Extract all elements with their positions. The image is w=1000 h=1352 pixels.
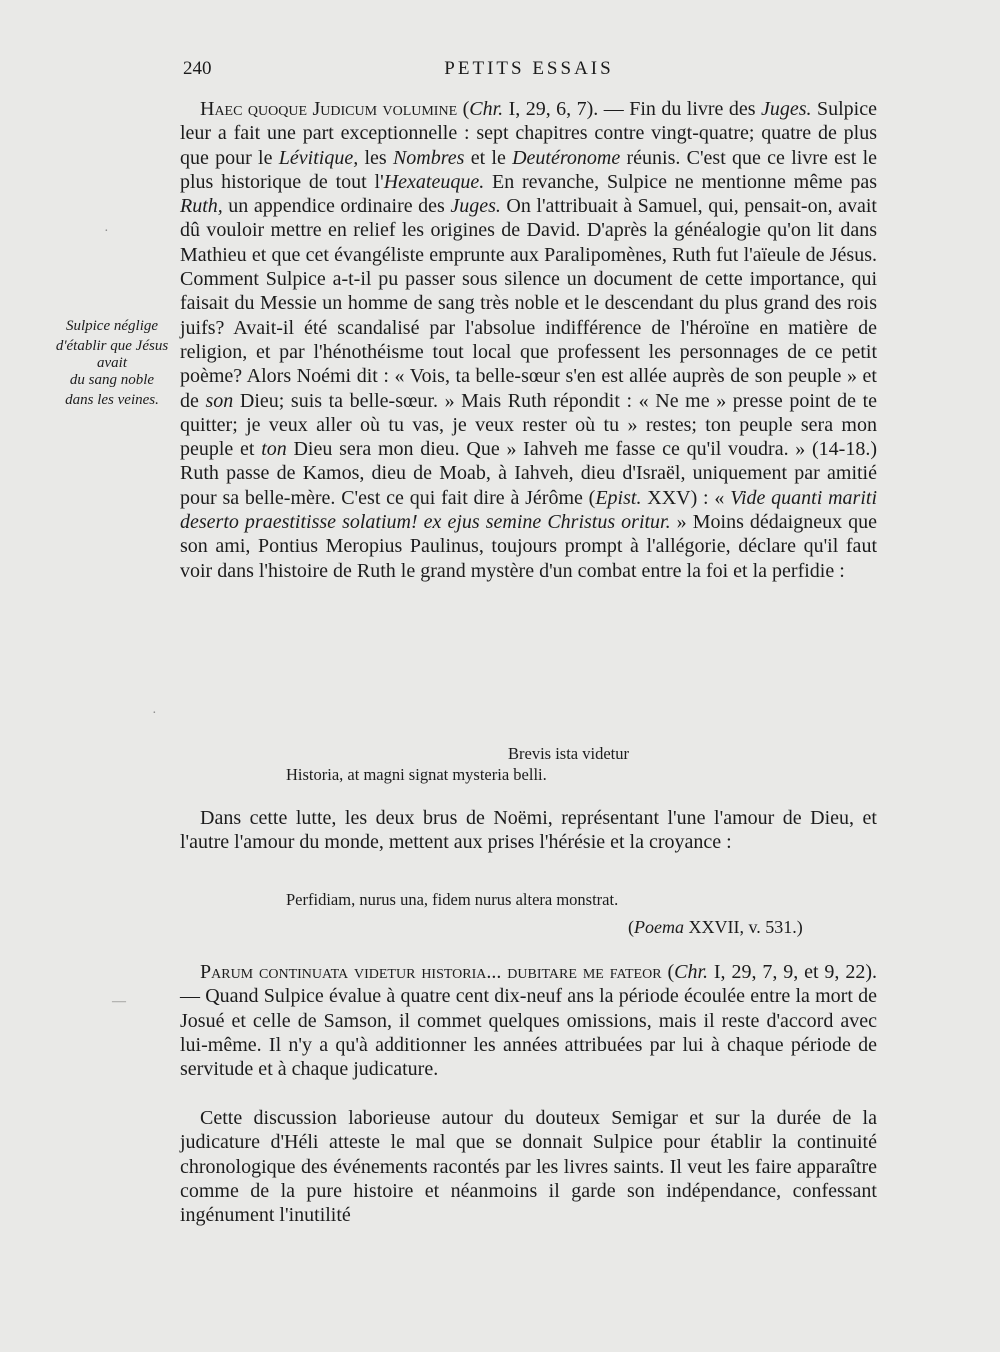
text-run: I, 29, 7, 9, et 9, 22). — Quand Sulpice évalue à quatre cent dix-neuf ans la période écoulée entre la mort de Josué et celle de Samson, il commet quelques omissions, mais il reste d'accord avec lui-même. Il n'y a qu'à additionner les années attribuées par lui à chaque période de servitude et à chaque judicature. bbox=[180, 961, 877, 1081]
margin-note-line: dans les veines. bbox=[65, 392, 159, 408]
italic-run: Lévitique, bbox=[278, 146, 359, 169]
verse-line: Brevis ista videtur bbox=[508, 744, 629, 763]
page-number: 240 bbox=[183, 58, 212, 79]
text-run: les bbox=[358, 146, 393, 169]
text-run: I, 29, 6, 7). — Fin du livre des bbox=[503, 98, 761, 120]
text-run: XXV) : « bbox=[641, 486, 731, 509]
text-run: Sulpice leur a fait une part exceptionnelle : sept chapitres contre vingt-quatre; quatre de plus que pour le bbox=[180, 98, 877, 169]
citation bbox=[628, 917, 803, 938]
paragraph-brus: Dans cette lutte, les deux brus de Noëmi, représentant l'une l'amour de Dieu, et l'autre l'amour du monde, mettent aux prises l'hérésie et la croyance : bbox=[180, 807, 877, 854]
margin-note bbox=[48, 316, 176, 410]
page-speck: · bbox=[152, 706, 157, 721]
italic-run: Chr. bbox=[674, 961, 709, 983]
text-run: ( bbox=[628, 917, 634, 937]
italic-run: ton bbox=[261, 438, 287, 461]
verse-line: Perfidiam, nurus una, fidem nurus altera monstrat. bbox=[286, 890, 619, 909]
text-run: XXVII, v. 531.) bbox=[683, 917, 803, 937]
text-run: et le bbox=[464, 146, 513, 169]
text-run: réunis. C'est que ce livre est le plus historique de tout l' bbox=[180, 146, 878, 193]
italic-run: Epist. bbox=[595, 486, 642, 509]
paragraph-ruth bbox=[180, 97, 877, 583]
italic-run: Ruth, bbox=[180, 195, 223, 218]
italic-run: Hexateuque. bbox=[383, 170, 485, 193]
italic-run: Juges. bbox=[450, 195, 501, 218]
margin-note-line: du sang noble bbox=[69, 372, 155, 388]
margin-note-line: d'établir que Jésus bbox=[55, 338, 169, 354]
page-header bbox=[183, 58, 875, 88]
running-title: PETITS ESSAIS bbox=[444, 58, 614, 79]
text-run: En revanche, Sulpice ne mentionne même pas bbox=[484, 170, 878, 193]
italic-run: Vide quanti mariti deserto praestitisse solatium! ex ejus semine Christus oritur. bbox=[180, 486, 877, 534]
paragraph-lead: Haec quoque Judicum volumine bbox=[200, 98, 458, 120]
margin-note-line: avait bbox=[97, 355, 127, 371]
margin-note-line: Sulpice néglige bbox=[65, 318, 159, 334]
italic-run: Poema bbox=[634, 917, 684, 937]
italic-run: Chr. bbox=[469, 98, 504, 120]
italic-run: Deutéronome bbox=[512, 146, 621, 169]
verse-line: Historia, at magni signat mysteria belli. bbox=[286, 765, 547, 784]
italic-run: son bbox=[205, 389, 234, 412]
page-speck: — bbox=[112, 994, 126, 1009]
text-run: On l'attribuait à Samuel, qui, pensait-on, avait dû vouloir mettre en relief les origines de David. D'après la généalogie qu'on lit dans Mathieu et que cet évangéliste emprunte aux Paralipomènes, Ruth fut l'aïeule de Jésus. Comment Sulpice a-t-il pu passer sous silence un document de cette importance, qui faisait du Messie un homme de sang très noble et le descendant du plus grand des rois juifs? Avait-il été scandalisé par l'absolue indifférence de l'héroïne en matière de religion, et par l'hénothéisme tout local que professent les personnages de ce petit poème? Alors Noémi dit : « Vois, ta belle-sœur s'en est allée auprès de son peuple » et de bbox=[180, 195, 877, 412]
paragraph-semigar: Cette discussion laborieuse autour du douteux Semigar et sur la durée de la judicature d'Héli atteste le mal que se donnait Sulpice pour établir la continuité chronologique des événements racontés par les livres saints. Il veut les faire apparaître comme de la pure histoire et néanmoins il garde son indépendance, confessant ingénument l'inutilité bbox=[180, 1107, 877, 1227]
page-speck: · bbox=[104, 224, 109, 239]
text-run: Dieu sera mon dieu. Que » Iahveh me fasse ce qu'il voudra. » (14-18.) Ruth passe de Kamos, dieu de Moab, à Iahveh, dieu d'Israël, uniquement par amitié pour sa belle-mère. C'est ce qui fait dire à Jérôme ( bbox=[180, 438, 877, 509]
text-run: un appendice ordinaire des bbox=[222, 195, 451, 218]
italic-run: Nombres bbox=[392, 146, 465, 169]
paragraph-lead: Parum continuata videtur historia... dubitare me fateor bbox=[200, 961, 662, 983]
italic-run: Juges. bbox=[761, 98, 812, 120]
paragraph-historia bbox=[180, 960, 877, 1081]
text-run: ( bbox=[661, 961, 675, 983]
text-run: » Moins dédaigneux que son ami, Pontius Meropius Paulinus, toujours prompt à l'allégorie, déclare qu'il faut voir dans l'histoire de Ruth le grand mystère d'un combat entre la foi et la perfidie : bbox=[180, 511, 878, 582]
text-run: Dieu; suis ta belle-sœur. » Mais Ruth répondit : « Ne me » presse point de te quitter; je veux aller où tu vas, je veux rester où tu » restes; ton peuple sera mon peuple et bbox=[180, 389, 877, 461]
text-run: ( bbox=[457, 98, 470, 120]
